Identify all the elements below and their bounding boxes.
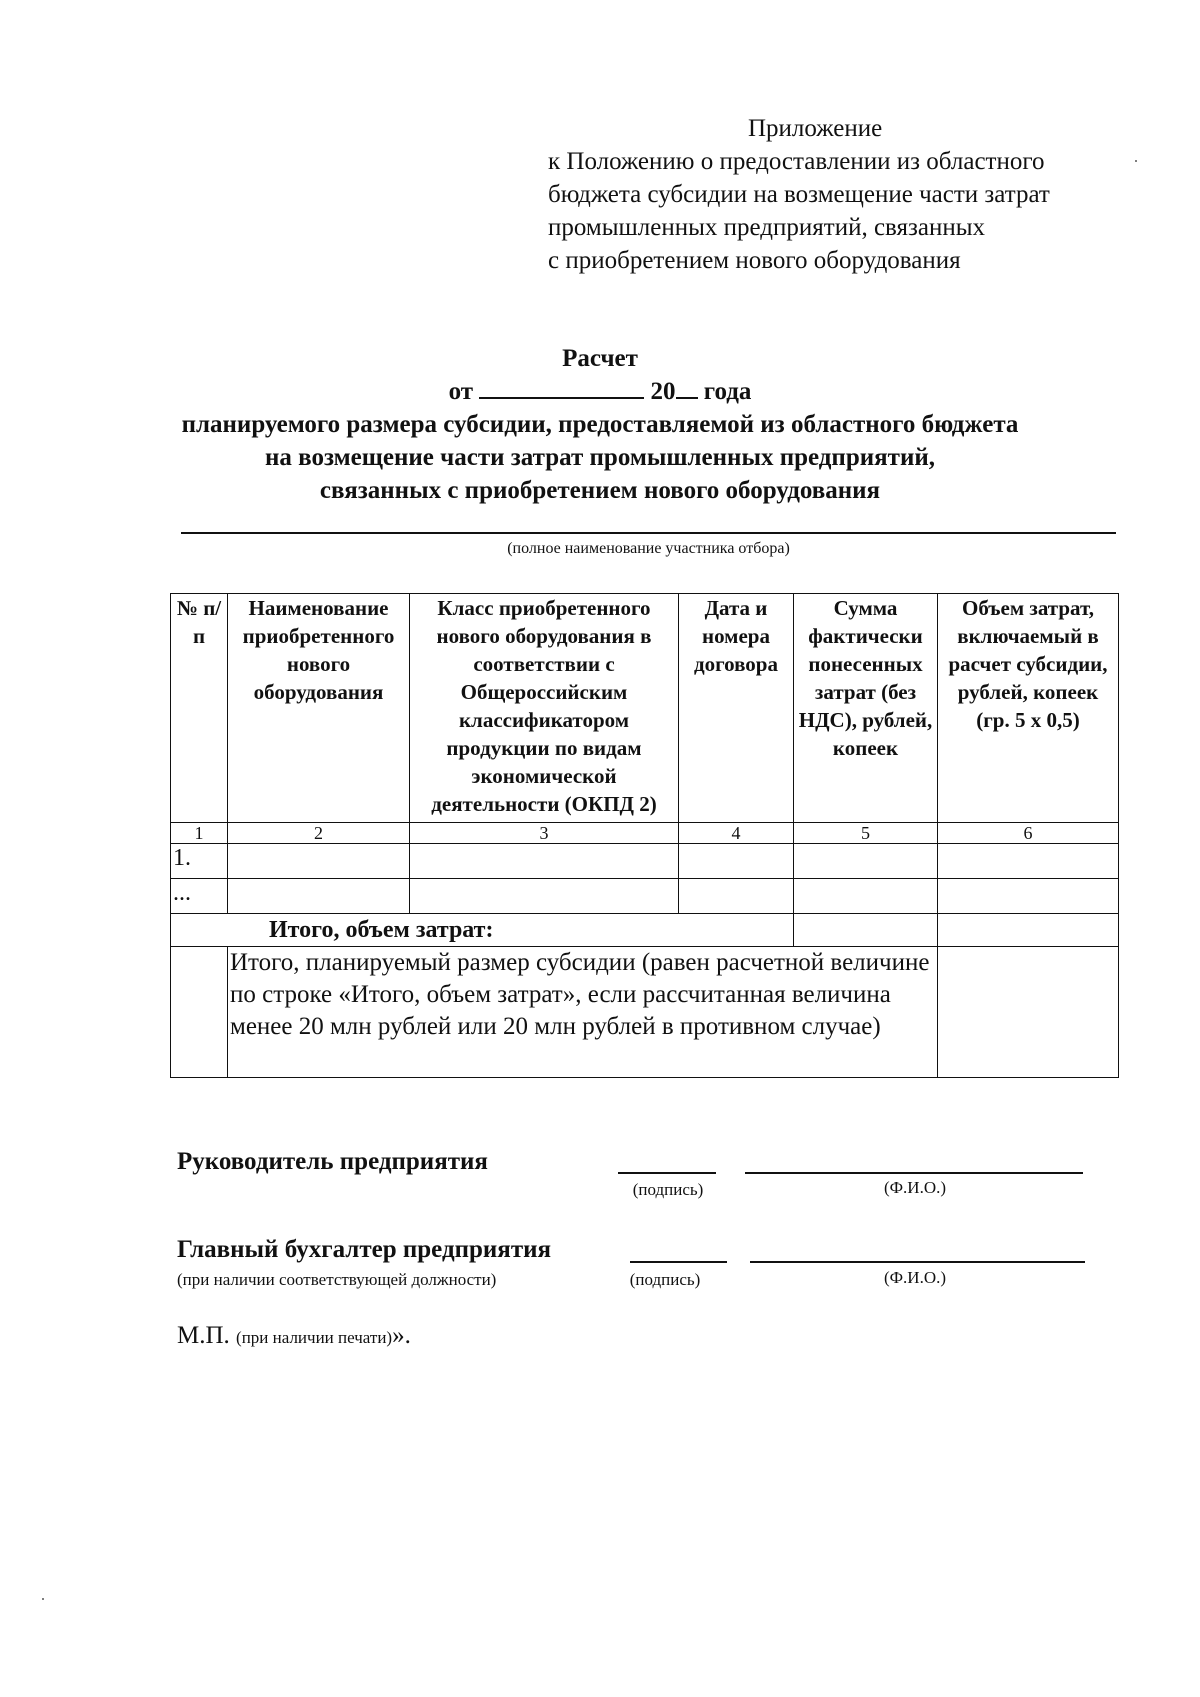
date-blank bbox=[479, 375, 644, 399]
stamp-note: (при наличии печати) bbox=[236, 1328, 393, 1347]
appendix-line: с приобретением нового оборудования bbox=[548, 247, 961, 274]
appendix-title: Приложение bbox=[748, 115, 883, 142]
column-number-row bbox=[171, 823, 1119, 844]
final-value-cell bbox=[938, 947, 1119, 1078]
total-row bbox=[171, 914, 1119, 947]
table-cell bbox=[410, 844, 679, 879]
header-cell: Класс приобретенного нового оборудования в соответствии с Общероссийским классификатором продукции по видам экономической деятельности (ОКПД 2) bbox=[410, 594, 679, 823]
total-sum-cell bbox=[794, 914, 938, 947]
table-cell bbox=[410, 879, 679, 914]
stamp-label: М.П. bbox=[177, 1322, 230, 1349]
head-name-line bbox=[745, 1172, 1083, 1174]
final-row bbox=[171, 947, 1119, 1078]
participant-name-line bbox=[181, 532, 1116, 534]
stamp-line bbox=[177, 1322, 411, 1350]
table-header-row bbox=[171, 594, 1119, 823]
table-cell bbox=[228, 844, 410, 879]
header-cell: № п/п bbox=[171, 594, 228, 823]
title-line: планируемого размера субсидии, предоставляемой из областного бюджета bbox=[181, 411, 1019, 438]
participant-caption: (полное наименование участника отбора) bbox=[507, 540, 790, 557]
header-cell: Дата и номера договора bbox=[679, 594, 794, 823]
year-blank bbox=[676, 375, 698, 399]
header-cell: Объем затрат, включаемый в расчет субсидии, рублей, копеек (гр. 5 х 0,5) bbox=[938, 594, 1119, 823]
appendix-line: к Положению о предоставлении из областного bbox=[548, 148, 1045, 175]
scan-speck bbox=[1135, 160, 1137, 162]
accountant-signature-line bbox=[630, 1261, 727, 1263]
scan-speck bbox=[42, 1598, 44, 1600]
title-date: от 20 года bbox=[0, 375, 1200, 408]
column-number: 5 bbox=[794, 823, 938, 844]
table-cell bbox=[794, 844, 938, 879]
column-number: 6 bbox=[938, 823, 1119, 844]
column-number: 1 bbox=[171, 823, 228, 844]
table-row bbox=[171, 879, 1119, 914]
accountant-name-caption: (Ф.И.О.) bbox=[883, 1268, 947, 1287]
accountant-sign-caption: (подпись) bbox=[629, 1270, 701, 1289]
accountant-name-line bbox=[750, 1261, 1085, 1263]
head-role: Руководитель предприятия bbox=[177, 1148, 488, 1175]
column-number: 3 bbox=[410, 823, 679, 844]
total-volume-cell bbox=[938, 914, 1119, 947]
title-word: Расчет bbox=[562, 345, 638, 372]
appendix-block bbox=[548, 112, 1148, 277]
header-cell: Наименование приобретенного нового оборудования bbox=[228, 594, 410, 823]
appendix-line: промышленных предприятий, связанных bbox=[548, 214, 986, 241]
row-number: 1. bbox=[171, 844, 228, 879]
table-cell bbox=[938, 844, 1119, 879]
final-empty-cell bbox=[171, 947, 228, 1078]
stamp-end: ». bbox=[392, 1322, 411, 1349]
calculation-table bbox=[170, 593, 1119, 1078]
title-line: на возмещение части затрат промышленных предприятий, bbox=[264, 444, 936, 471]
accountant-role: Главный бухгалтер предприятия bbox=[177, 1236, 552, 1263]
table-cell bbox=[794, 879, 938, 914]
title-line: связанных с приобретением нового оборудования bbox=[319, 477, 881, 504]
head-sign-caption: (подпись) bbox=[632, 1180, 704, 1199]
table-cell bbox=[679, 844, 794, 879]
head-name-caption: (Ф.И.О.) bbox=[883, 1178, 947, 1197]
head-signature-line bbox=[618, 1172, 716, 1174]
row-number: ... bbox=[171, 879, 228, 914]
table-cell bbox=[228, 879, 410, 914]
final-text: Итого, планируемый размер субсидии (равен расчетной величине по строке «Итого, объем затрат», если рассчитанная величина менее 20 млн рублей или 20 млн рублей в противном случае) bbox=[228, 947, 938, 1078]
accountant-note: (при наличии соответствующей должности) bbox=[177, 1270, 497, 1289]
header-cell: Сумма фактически понесенных затрат (без НДС), рублей, копеек bbox=[794, 594, 938, 823]
column-number: 2 bbox=[228, 823, 410, 844]
table-cell bbox=[938, 879, 1119, 914]
table-row bbox=[171, 844, 1119, 879]
column-number: 4 bbox=[679, 823, 794, 844]
document-title bbox=[0, 342, 1200, 507]
appendix-line: бюджета субсидии на возмещение части затрат bbox=[548, 181, 1050, 208]
total-label: Итого, объем затрат: bbox=[171, 914, 794, 947]
table-cell bbox=[679, 879, 794, 914]
